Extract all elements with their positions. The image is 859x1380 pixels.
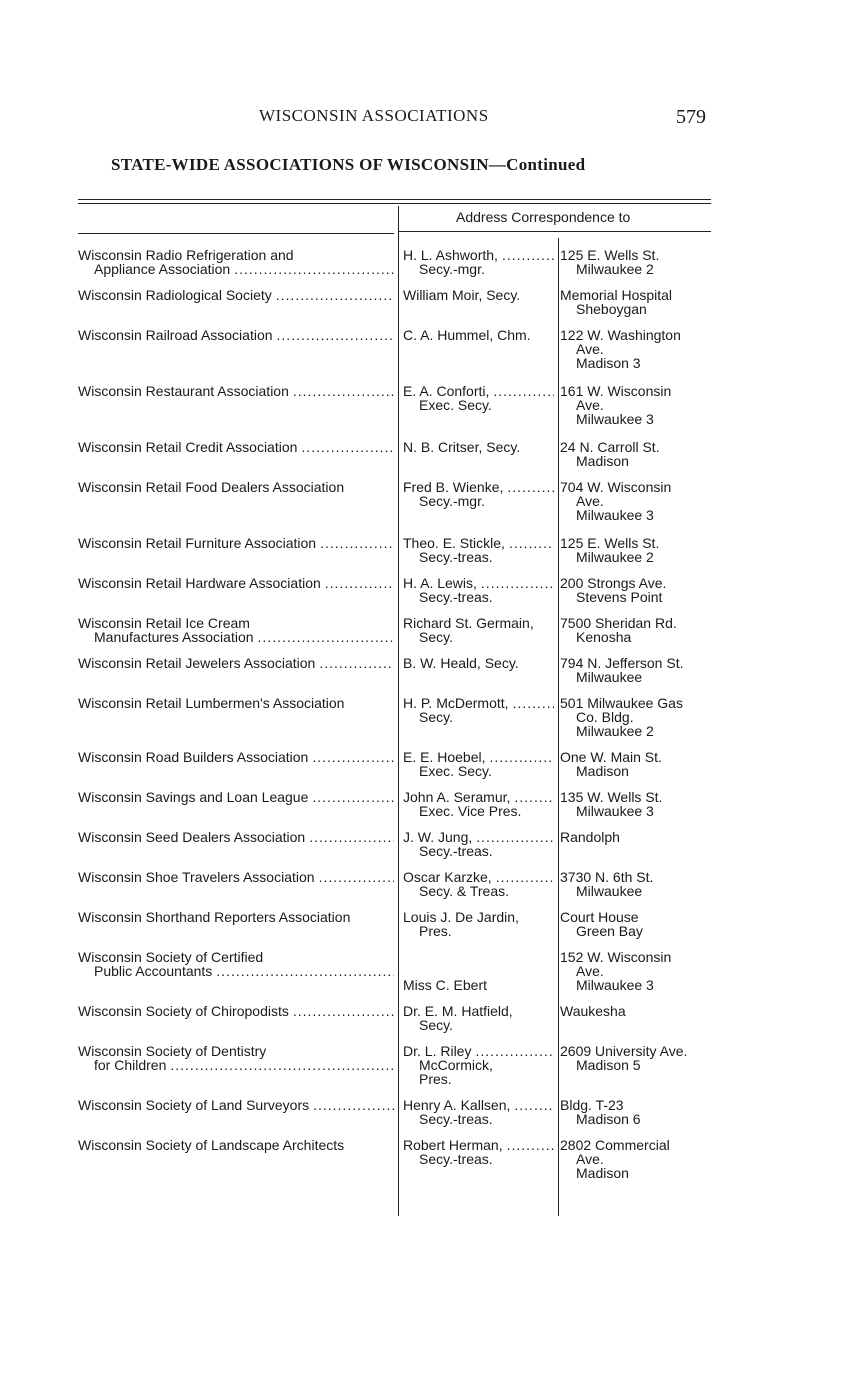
officer-cell <box>396 1138 554 1180</box>
association-name-line <box>78 1004 394 1018</box>
address-line: 152 W. Wisconsin <box>560 949 672 965</box>
association-name: Wisconsin Retail Furniture Association <box>78 535 317 551</box>
officer-line <box>403 616 554 630</box>
association-name-line <box>78 1138 394 1152</box>
leader-dots <box>476 830 554 844</box>
officer-line <box>403 1004 554 1018</box>
officer-name: Louis J. De Jardin, <box>403 909 519 925</box>
association-name: Wisconsin Retail Hardware Association <box>78 575 321 591</box>
association-name-cell <box>78 950 396 992</box>
officer-name: Robert Herman, <box>403 1137 503 1153</box>
table-row <box>78 1044 728 1086</box>
association-name-line <box>78 830 394 844</box>
officer-line <box>403 1044 554 1058</box>
association-name-cell <box>78 480 396 522</box>
table-row <box>78 288 728 316</box>
leader-dots <box>320 536 394 550</box>
address-line: Madison 3 <box>576 355 641 371</box>
association-name-cell <box>78 696 396 738</box>
address-line: 24 N. Carroll St. <box>560 439 660 455</box>
officer-name: Pres. <box>419 923 452 939</box>
association-name-line <box>78 656 394 670</box>
address-line: Ave. <box>576 1151 604 1167</box>
address-line: 501 Milwaukee Gas <box>560 695 683 711</box>
association-name: Appliance Association <box>94 261 231 277</box>
officer-name: Secy. & Treas. <box>419 883 509 899</box>
address-cell <box>554 950 728 992</box>
officer-name: B. W. Heald, Secy. <box>403 655 519 671</box>
association-name-cell <box>78 536 396 564</box>
association-name: Wisconsin Society of Landscape Architects <box>78 1137 345 1153</box>
table-row <box>78 870 728 898</box>
officer-name: Fred B. Wienke, <box>403 479 504 495</box>
association-name-line <box>78 790 394 804</box>
association-name: Wisconsin Seed Dealers Association <box>78 829 306 845</box>
association-name: Wisconsin Restaurant Association <box>78 383 289 399</box>
leader-dots <box>514 790 554 804</box>
officer-name: Richard St. Germain, <box>403 615 534 631</box>
officer-name: E. A. Conforti, <box>403 383 490 399</box>
officer-line <box>403 288 554 302</box>
association-name: Wisconsin Radio Refrigeration and <box>78 247 294 263</box>
officer-line <box>403 398 554 412</box>
address-cell <box>554 910 728 938</box>
officer-line <box>403 750 554 764</box>
leader-dots <box>293 1004 394 1018</box>
address-cell <box>554 790 728 818</box>
association-name-line <box>78 696 394 710</box>
table-row <box>78 1098 728 1126</box>
officer-cell <box>396 870 554 898</box>
leader-dots <box>170 1058 394 1072</box>
leader-dots <box>325 576 394 590</box>
officer-line <box>403 844 554 858</box>
header-rule-right <box>398 231 711 232</box>
officer-name: William Moir, Secy. <box>403 287 521 303</box>
officer-name: Henry A. Kallsen, <box>403 1097 511 1113</box>
association-name: Wisconsin Retail Ice Cream <box>78 615 250 631</box>
officer-line <box>403 630 554 644</box>
officer-name: Secy.-treas. <box>419 1111 493 1127</box>
association-name: Wisconsin Retail Lumbermen's Association <box>78 695 345 711</box>
leader-dots <box>514 1098 554 1112</box>
officer-line <box>403 1058 554 1072</box>
table-row <box>78 750 728 778</box>
address-line: Milwaukee 3 <box>576 411 654 427</box>
table-row <box>78 384 728 426</box>
association-name-cell <box>78 384 396 426</box>
officer-cell <box>396 1098 554 1126</box>
officer-cell <box>396 790 554 818</box>
address-cell <box>554 384 728 426</box>
leader-dots <box>276 288 394 302</box>
address-line: Green Bay <box>576 923 643 939</box>
officer-cell <box>396 384 554 426</box>
address-cell <box>554 1138 728 1180</box>
leader-dots <box>493 384 554 398</box>
section-title: STATE-WIDE ASSOCIATIONS OF WISCONSIN—Continued <box>111 155 586 174</box>
leader-dots <box>313 1098 394 1112</box>
leader-dots <box>490 750 555 764</box>
association-name-cell <box>78 248 396 276</box>
association-name: Wisconsin Shoe Travelers Association <box>78 869 315 885</box>
address-cell <box>554 1044 728 1086</box>
table-row <box>78 328 728 370</box>
top-double-rule-upper <box>78 199 711 200</box>
address-cell <box>554 480 728 522</box>
officer-name: Secy.-treas. <box>419 843 493 859</box>
address-cell <box>554 576 728 604</box>
address-line: Randolph <box>560 829 620 845</box>
officer-line <box>403 494 554 508</box>
association-name-cell <box>78 576 396 604</box>
officer-line <box>403 696 554 710</box>
officer-line <box>403 576 554 590</box>
address-line: Ave. <box>576 963 604 979</box>
officer-cell <box>396 950 554 992</box>
address-line: 3730 N. 6th St. <box>560 869 654 885</box>
officer-name: Secy.-treas. <box>419 1151 493 1167</box>
address-cell <box>554 656 728 684</box>
officer-cell <box>396 910 554 938</box>
officer-cell <box>396 616 554 644</box>
address-line: 125 E. Wells St. <box>560 247 660 263</box>
address-line: Ave. <box>576 341 604 357</box>
running-head: WISCONSIN ASSOCIATIONS <box>259 106 489 125</box>
address-line: Milwaukee 3 <box>576 977 654 993</box>
association-name-cell <box>78 750 396 778</box>
association-name-cell <box>78 870 396 898</box>
table-row <box>78 656 728 684</box>
officer-name: J. W. Jung, <box>403 829 473 845</box>
officer-name: Theo. E. Stickle, <box>403 535 505 551</box>
association-name-line <box>78 1098 394 1112</box>
officer-name: Secy.-mgr. <box>419 261 485 277</box>
officer-name: Oscar Karzke, <box>403 869 492 885</box>
spacer-line <box>403 950 554 964</box>
officer-cell <box>396 248 554 276</box>
association-name: Wisconsin Radiological Society <box>78 287 272 303</box>
association-name-line <box>78 440 394 454</box>
officer-line <box>403 550 554 564</box>
officer-line <box>403 440 554 454</box>
officer-cell <box>396 440 554 468</box>
address-cell <box>554 288 728 316</box>
officer-cell <box>396 656 554 684</box>
leader-dots <box>277 328 394 342</box>
leader-dots <box>507 480 554 494</box>
address-line: 200 Strongs Ave. <box>560 575 667 591</box>
association-name-cell <box>78 830 396 858</box>
officer-line <box>403 656 554 670</box>
address-line: 125 E. Wells St. <box>560 535 660 551</box>
officer-line <box>403 384 554 398</box>
address-line: Madison 5 <box>576 1057 641 1073</box>
address-line: Milwaukee <box>576 669 643 685</box>
address-line: Madison <box>576 453 629 469</box>
leader-dots <box>293 384 394 398</box>
officer-line <box>403 870 554 884</box>
association-name-line <box>78 536 394 550</box>
officer-name: Secy.-treas. <box>419 589 493 605</box>
address-line: 2609 University Ave. <box>560 1043 688 1059</box>
association-name: Public Accountants <box>94 963 213 979</box>
association-name: for Children <box>94 1057 167 1073</box>
association-name-cell <box>78 616 396 644</box>
address-line: Milwaukee <box>576 883 643 899</box>
address-line: Bldg. T-23 <box>560 1097 624 1113</box>
officer-cell <box>396 288 554 316</box>
leader-dots <box>258 630 394 644</box>
officer-name: Exec. Secy. <box>419 397 492 413</box>
table-row <box>78 480 728 522</box>
association-name-line <box>78 630 394 644</box>
address-line: Sheboygan <box>576 301 647 317</box>
officer-line <box>403 590 554 604</box>
address-line: Milwaukee 3 <box>576 507 654 523</box>
officer-name: C. A. Hummel, Chm. <box>403 327 531 343</box>
association-name: Manufactures Association <box>94 629 254 645</box>
address-cell <box>554 616 728 644</box>
address-line: Ave. <box>576 493 604 509</box>
address-line: 704 W. Wisconsin <box>560 479 672 495</box>
leader-dots <box>496 870 554 884</box>
leader-dots <box>319 656 394 670</box>
address-cell <box>554 536 728 564</box>
address-cell <box>554 696 728 738</box>
officer-name: H. L. Ashworth, <box>403 247 498 263</box>
officer-name: N. B. Critser, Secy. <box>403 439 521 455</box>
association-name: Wisconsin Retail Food Dealers Association <box>78 479 345 495</box>
association-name-line <box>78 910 394 924</box>
officer-line <box>403 1138 554 1152</box>
officer-cell <box>396 328 554 370</box>
association-name-cell <box>78 1138 396 1180</box>
association-name-cell <box>78 1098 396 1126</box>
association-name: Wisconsin Road Builders Association <box>78 749 309 765</box>
address-line: Co. Bldg. <box>576 709 634 725</box>
officer-name: Secy. <box>419 709 453 725</box>
leader-dots <box>216 964 394 978</box>
association-name-line <box>78 384 394 398</box>
officer-name: Dr. L. Riley <box>403 1043 472 1059</box>
officer-cell <box>396 536 554 564</box>
spacer-line <box>403 964 554 978</box>
officer-name: Secy.-mgr. <box>419 493 485 509</box>
officer-cell <box>396 830 554 858</box>
leader-dots <box>475 1044 554 1058</box>
association-name: Wisconsin Savings and Loan League <box>78 789 309 805</box>
officer-line <box>403 1152 554 1166</box>
association-table <box>78 248 728 1192</box>
association-name-cell <box>78 440 396 468</box>
officer-name: Pres. <box>419 1071 452 1087</box>
officer-name: Secy.-treas. <box>419 549 493 565</box>
association-name-line <box>78 750 394 764</box>
association-name-cell <box>78 910 396 938</box>
officer-name: Miss C. Ebert <box>403 977 488 993</box>
leader-dots <box>312 750 394 764</box>
address-cell <box>554 870 728 898</box>
officer-name: H. P. McDermott, <box>403 695 509 711</box>
officer-name: Secy. <box>419 1017 453 1033</box>
address-line: Waukesha <box>560 1003 626 1019</box>
association-name: Wisconsin Society of Certified <box>78 949 264 965</box>
leader-dots <box>309 830 394 844</box>
officer-name: John A. Seramur, <box>403 789 511 805</box>
table-row <box>78 616 728 644</box>
address-line: 122 W. Washington <box>560 327 681 343</box>
association-name: Wisconsin Society of Dentistry <box>78 1043 267 1059</box>
address-line: 161 W. Wisconsin <box>560 383 672 399</box>
association-name-line <box>78 288 394 302</box>
address-cell <box>554 328 728 370</box>
association-name-line <box>78 870 394 884</box>
leader-dots <box>507 1138 554 1152</box>
officer-line <box>403 910 554 924</box>
officer-line <box>403 924 554 938</box>
table-row <box>78 576 728 604</box>
officer-cell <box>396 1044 554 1086</box>
address-cell <box>554 1004 728 1032</box>
address-line: 7500 Sheridan Rd. <box>560 615 677 631</box>
officer-name: Exec. Secy. <box>419 763 492 779</box>
address-line: Court House <box>560 909 639 925</box>
officer-line <box>403 790 554 804</box>
officer-line <box>403 248 554 262</box>
address-line: Ave. <box>576 397 604 413</box>
officer-name: H. A. Lewis, <box>403 575 477 591</box>
officer-cell <box>396 696 554 738</box>
officer-line <box>403 480 554 494</box>
officer-name: McCormick, <box>419 1057 493 1073</box>
leader-dots <box>301 440 394 454</box>
address-cell <box>554 440 728 468</box>
address-line: Stevens Point <box>576 589 663 605</box>
address-line: One W. Main St. <box>560 749 662 765</box>
association-name: Wisconsin Retail Credit Association <box>78 439 298 455</box>
association-name: Wisconsin Society of Chiropodists <box>78 1003 289 1019</box>
officer-line <box>403 978 554 992</box>
table-row <box>78 950 728 992</box>
association-name-cell <box>78 288 396 316</box>
leader-dots <box>509 536 554 550</box>
address-cell <box>554 830 728 858</box>
association-name: Wisconsin Shorthand Reporters Association <box>78 909 351 925</box>
leader-dots <box>319 870 394 884</box>
association-name-line <box>78 950 394 964</box>
table-row <box>78 440 728 468</box>
table-row <box>78 910 728 938</box>
association-name-line <box>78 576 394 590</box>
table-row <box>78 790 728 818</box>
officer-line <box>403 1098 554 1112</box>
leader-dots <box>502 248 554 262</box>
officer-cell <box>396 750 554 778</box>
page-number: 579 <box>676 106 706 128</box>
officer-line <box>403 830 554 844</box>
address-cell <box>554 750 728 778</box>
officer-line <box>403 884 554 898</box>
association-name-cell <box>78 790 396 818</box>
association-name: Wisconsin Society of Land Surveyors <box>78 1097 310 1113</box>
address-line: Milwaukee 2 <box>576 723 654 739</box>
leader-dots <box>312 790 394 804</box>
officer-line <box>403 764 554 778</box>
association-name: Wisconsin Retail Jewelers Association <box>78 655 316 671</box>
table-row <box>78 536 728 564</box>
table-row <box>78 830 728 858</box>
officer-line <box>403 1018 554 1032</box>
address-line: 794 N. Jefferson St. <box>560 655 684 671</box>
officer-line <box>403 262 554 276</box>
officer-cell <box>396 1004 554 1032</box>
table-row <box>78 696 728 738</box>
officer-line <box>403 1112 554 1126</box>
address-cell <box>554 1098 728 1126</box>
leader-dots <box>481 576 554 590</box>
address-line: Milwaukee 2 <box>576 261 654 277</box>
table-row <box>78 1138 728 1180</box>
association-name-line <box>78 964 394 978</box>
header-rule-left <box>78 233 394 234</box>
association-name-line <box>78 328 394 342</box>
address-line: Milwaukee 2 <box>576 549 654 565</box>
officer-name: E. E. Hoebel, <box>403 749 486 765</box>
association-name-line <box>78 480 394 494</box>
officer-line <box>403 804 554 818</box>
officer-line <box>403 710 554 724</box>
association-name-line <box>78 1044 394 1058</box>
association-name-cell <box>78 656 396 684</box>
top-double-rule-lower <box>78 203 711 204</box>
association-name-cell <box>78 1004 396 1032</box>
association-name-cell <box>78 1044 396 1086</box>
officer-cell <box>396 480 554 522</box>
table-row <box>78 248 728 276</box>
officer-cell <box>396 576 554 604</box>
address-line: Milwaukee 3 <box>576 803 654 819</box>
address-line: 2802 Commercial <box>560 1137 670 1153</box>
association-name-cell <box>78 328 396 370</box>
leader-dots <box>513 696 554 710</box>
address-line: 135 W. Wells St. <box>560 789 663 805</box>
leader-dots <box>234 262 394 276</box>
officer-name: Secy. <box>419 629 453 645</box>
association-name-line <box>78 248 394 262</box>
address-line: Madison 6 <box>576 1111 641 1127</box>
association-name-line <box>78 1058 394 1072</box>
table-row <box>78 1004 728 1032</box>
association-name-line <box>78 262 394 276</box>
address-line: Madison <box>576 763 629 779</box>
officer-name: Exec. Vice Pres. <box>419 803 522 819</box>
association-name: Wisconsin Railroad Association <box>78 327 273 343</box>
officer-line <box>403 1072 554 1086</box>
officer-line <box>403 328 554 342</box>
officer-line <box>403 536 554 550</box>
address-line: Memorial Hospital <box>560 287 673 303</box>
column-header: Address Correspondence to <box>456 209 631 225</box>
association-name-line <box>78 616 394 630</box>
address-line: Kenosha <box>576 629 632 645</box>
officer-name: Dr. E. M. Hatfield, <box>403 1003 513 1019</box>
address-cell <box>554 248 728 276</box>
address-line: Madison <box>576 1165 629 1181</box>
